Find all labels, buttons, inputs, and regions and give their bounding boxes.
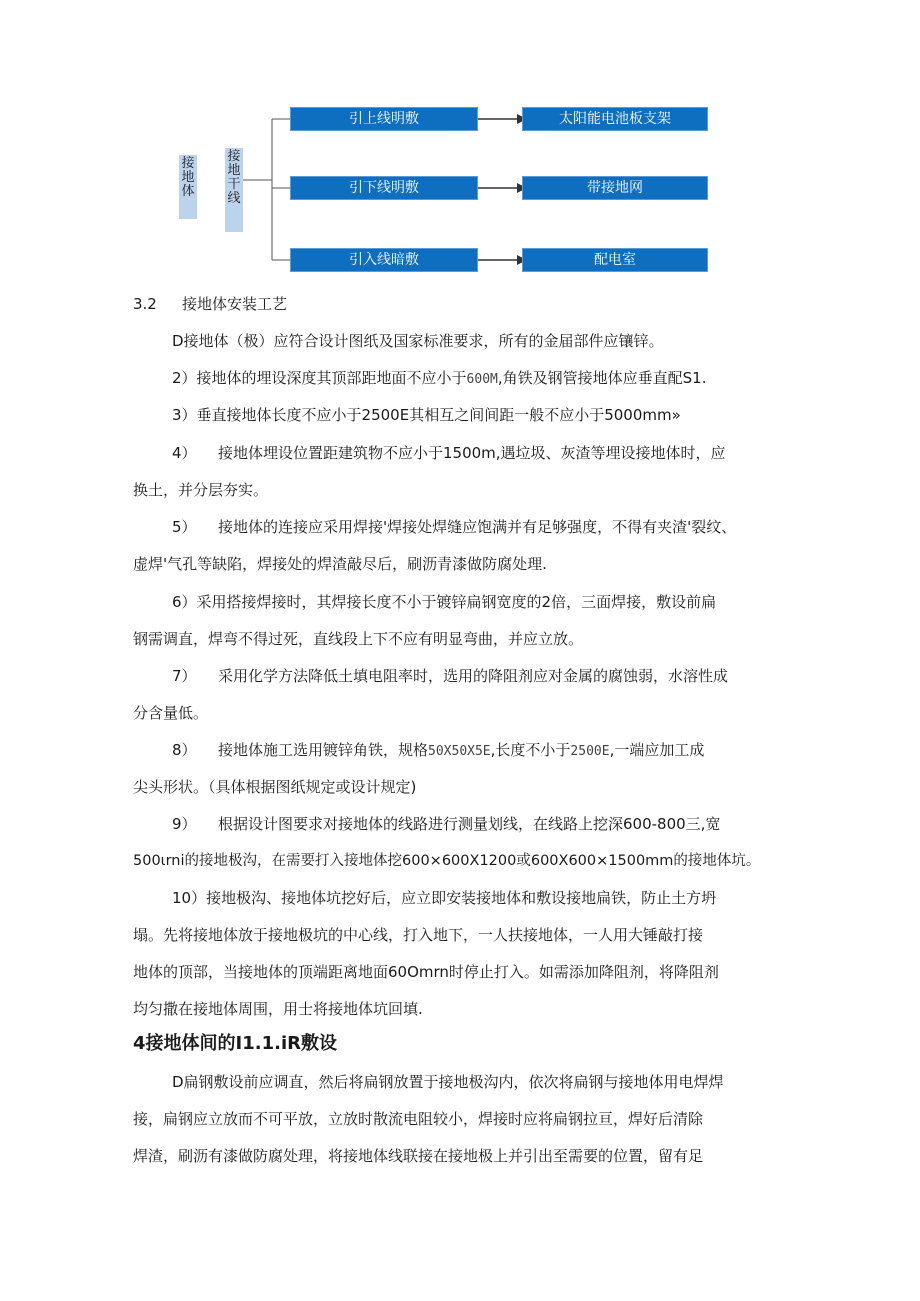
para-8-line2: 尖头形状。（具体根据图纸规定或设计规定)	[133, 778, 417, 796]
box-up-lead-exposed: 引上线明敷	[290, 107, 478, 131]
para-9-num: 9）	[172, 815, 197, 833]
para-7-line2: 分含量低。	[133, 704, 209, 722]
box-power-distribution-room: 配电室	[522, 248, 708, 272]
para-5-line2: 虚焊'气孔等缺陷，焊接处的焊渣敲尽后，刷沥青漆做防腐处理.	[133, 555, 547, 573]
section-4-title: 4接地体间的I1.1.iR敷设	[133, 1033, 337, 1054]
para-1: D接地体（极）应符合设计图纸及国家标准要求，所有的金届部件应镶锌。	[172, 332, 664, 350]
para-s4-line1: D扁钢敷设前应调直，然后将扁钢放置于接地极沟内，依次将扁钢与接地体用电焊焊	[172, 1073, 724, 1091]
box-down-lead-exposed: 引下线明敷	[290, 176, 478, 200]
para-6-line1: 6）采用搭接焊接时，其焊接长度不小于镀锌扁钢宽度的2倍，三面焊接，敷设前扁	[172, 593, 717, 611]
para-4-num: 4）	[172, 444, 197, 462]
para-2-value: 600M	[466, 372, 498, 387]
box-grounding-trunk: 接地干线	[225, 148, 243, 232]
box-with-grounding-grid: 带接地网	[522, 176, 708, 200]
section-title: 接地体安装工艺	[182, 295, 288, 313]
para-9-line1: 根据设计图要求对接地体的线路进行测量划线，在线路上挖深600-800三,宽	[218, 815, 721, 833]
para-9-line2: 500ιrni的接地极沟，在需要打入接地体挖600×600X1200或600X600×1500mm的接地体坑。	[133, 853, 761, 869]
para-8-line1	[218, 740, 704, 762]
box-solar-panel-support: 太阳能电池板支架	[522, 107, 708, 131]
para-8-length: 2500E	[570, 744, 610, 759]
para-6-line2: 钢需调直，焊弯不得过死，直线段上下不应有明显弯曲，并应立放。	[133, 630, 584, 648]
para-8-num: 8）	[172, 741, 197, 759]
para-8-c: ,一端应加工成	[609, 741, 705, 759]
para-8-spec: 50X50X5E	[428, 744, 491, 759]
para-s4-line3: 焊渣，刷沥有漆做防腐处理，将接地体线联接在接地极上并引出至需要的位置，留有足	[133, 1147, 704, 1165]
para-4-line1: 接地体埋设位置距建筑物不应小于1500m,遇垃圾、灰渣等埋设接地体时，应	[218, 444, 726, 462]
para-2-a: 2）接地体的埋设深度其顶部距地面不应小于	[172, 369, 467, 387]
para-10-line4: 均匀撒在接地体周围，用士将接地体坑回填.	[133, 1000, 423, 1018]
para-2-b: ,角铁及钢管接地体应垂直配S1.	[497, 369, 707, 387]
para-s4-line2: 接，扁钢应立放而不可平放，立放时散流电阻较小，焊接时应将扁钢拉亘，焊好后清除	[133, 1110, 704, 1128]
para-4-line2: 换土，并分层夯实。	[133, 481, 269, 499]
para-7-num: 7）	[172, 667, 197, 685]
para-5-line1: 接地体的连接应采用焊接'焊接处焊缝应饱满并有足够强度，不得有夹渣'裂纹、	[218, 518, 737, 536]
para-5-num: 5）	[172, 518, 197, 536]
para-7-line1: 采用化学方法降低土填电阻率时，选用的降阻剂应对金属的腐蚀弱，水溶性成	[218, 667, 729, 685]
para-8-a: 接地体施工选用镀锌角铁，规格	[218, 741, 429, 759]
section-number: 3.2	[133, 295, 157, 313]
para-8-b: ,长度不小于	[490, 741, 571, 759]
grounding-diagram	[175, 100, 715, 280]
para-10-line2: 塌。先将接地体放于接地极坑的中心线，打入地下，一人扶接地体，一人用大锤敲打接	[133, 926, 704, 944]
para-2	[172, 368, 706, 390]
para-10-line1: 10）接地极沟、接地体坑挖好后，应立即安装接地体和敷设接地扁铁，防止土方坍	[172, 889, 717, 907]
box-in-lead-concealed: 引入线暗敷	[290, 248, 478, 272]
para-10-line3: 地体的顶部，当接地体的顶端距离地面60Omrn时停止打入。如需添加降阻剂，将降阻剂	[133, 963, 719, 981]
box-grounding-body: 接地体	[179, 155, 197, 219]
para-3: 3）垂直接地体长度不应小于2500E其相互之间间距一般不应小于5000mm»	[172, 406, 681, 424]
